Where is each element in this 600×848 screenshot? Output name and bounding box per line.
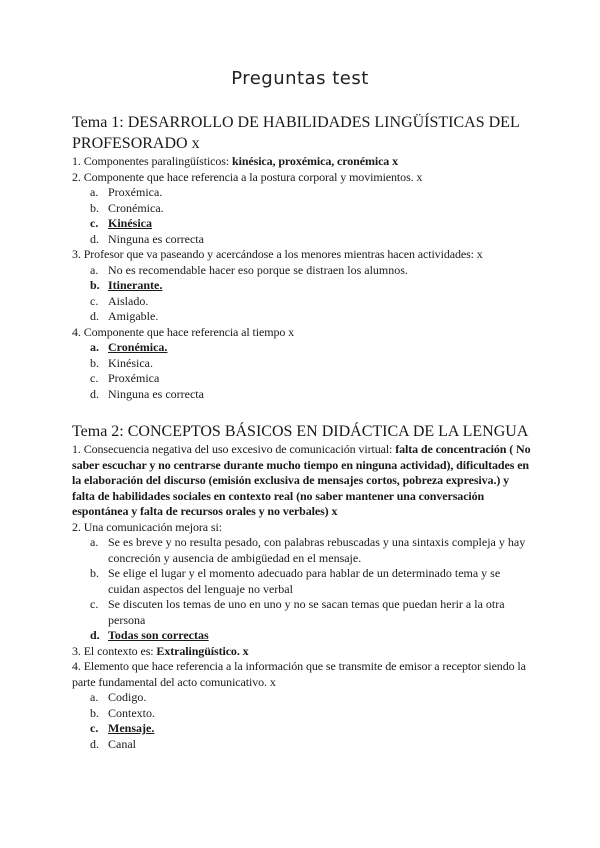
section-heading: Tema 2: CONCEPTOS BÁSICOS EN DIDÁCTICA DE LA LENGUA	[72, 423, 529, 440]
option-a: a. Se es breve y no resulta pesado, con palabras rebuscadas y una sintaxis compleja y hay concreción y ausencia de ambigüedad en el mensaje.	[90, 535, 526, 565]
option-d: d. Ninguna es correcta	[90, 231, 204, 246]
option-a: a. Proxémica.	[90, 185, 163, 199]
section-heading: Tema 1: DESARROLLO DE HABILIDADES LINGÜÍSTICAS DEL PROFESORADO x	[72, 114, 520, 152]
question-3	[72, 644, 532, 660]
option-a: a. No es recomendable hacer eso porque se distraen los alumnos.	[90, 262, 408, 277]
option-b: b. Cronémica.	[90, 200, 164, 215]
option-d: d. Ninguna es correcta	[90, 386, 204, 401]
options-list	[72, 690, 532, 752]
option-c-correct: c. Mensaje.	[90, 721, 155, 735]
option-b: b. Contexto.	[90, 705, 155, 720]
option-d-correct: d. Todas son correctas	[90, 628, 209, 642]
question-text: 3. El contexto es:	[72, 643, 157, 658]
question-4: 4. Componente que hace referencia al tiempo x	[72, 324, 295, 339]
question-4: 4. Elemento que hace referencia a la información que se transmite de emisor a receptor siendo la parte fundamental del acto comunicativo. x	[72, 659, 526, 689]
page-title: Preguntas test	[231, 68, 369, 89]
option-b-correct: b. Itinerante.	[90, 278, 163, 292]
option-d: d. Amigable.	[90, 309, 159, 323]
section-tema-1	[72, 112, 532, 402]
option-b: b. Kinésica.	[90, 355, 153, 370]
options-list	[72, 263, 532, 325]
question-text: 1. Consecuencia negativa del uso excesivo de comunicación virtual:	[72, 442, 396, 456]
answer-text: Extralingüístico. x	[156, 643, 249, 658]
option-a-correct: a. Cronémica.	[90, 340, 168, 354]
question-text: 1. Componentes paralingüísticos:	[72, 154, 233, 168]
options-list	[72, 185, 532, 247]
question-2: 2. Una comunicación mejora si:	[72, 519, 222, 534]
option-c-correct: c. Kinésica	[90, 216, 152, 230]
option-b: b. Se elige el lugar y el momento adecuado para hablar de un determinado tema y se cuidan aspectos del lenguaje no verbal	[90, 566, 501, 596]
question-2: 2. Componente que hace referencia a la postura corporal y movimientos. x	[72, 169, 423, 184]
answer-text: kinésica, proxémica, cronémica x	[232, 154, 399, 168]
option-c: c. Aislado.	[90, 293, 149, 308]
option-d: d. Canal	[90, 736, 136, 751]
question-1	[72, 154, 532, 170]
options-list	[72, 535, 532, 644]
option-c: c. Se discuten los temas de uno en uno y no se sacan temas que puedan herir a la otra persona	[90, 597, 505, 627]
question-3: 3. Profesor que va paseando y acercándose a los menores mientras hacen actividades: x	[72, 247, 483, 261]
question-1	[72, 442, 532, 520]
section-tema-2	[72, 421, 532, 752]
option-a: a. Codigo.	[90, 690, 147, 704]
answer-text: falta de concentración ( No saber escuchar y no centrarse durante mucho tiempo en ninguna actividad), dificultades en la elaboración del discurso (emisión exclusiva de mensajes cortos, pobreza expresiva.) y falta de habilidades sociales en contexto real (no saber mantener una conversación espontánea y falta de recursos orales y no verbales) x	[72, 442, 531, 518]
options-list	[72, 340, 532, 402]
option-c: c. Proxémica	[90, 371, 160, 385]
